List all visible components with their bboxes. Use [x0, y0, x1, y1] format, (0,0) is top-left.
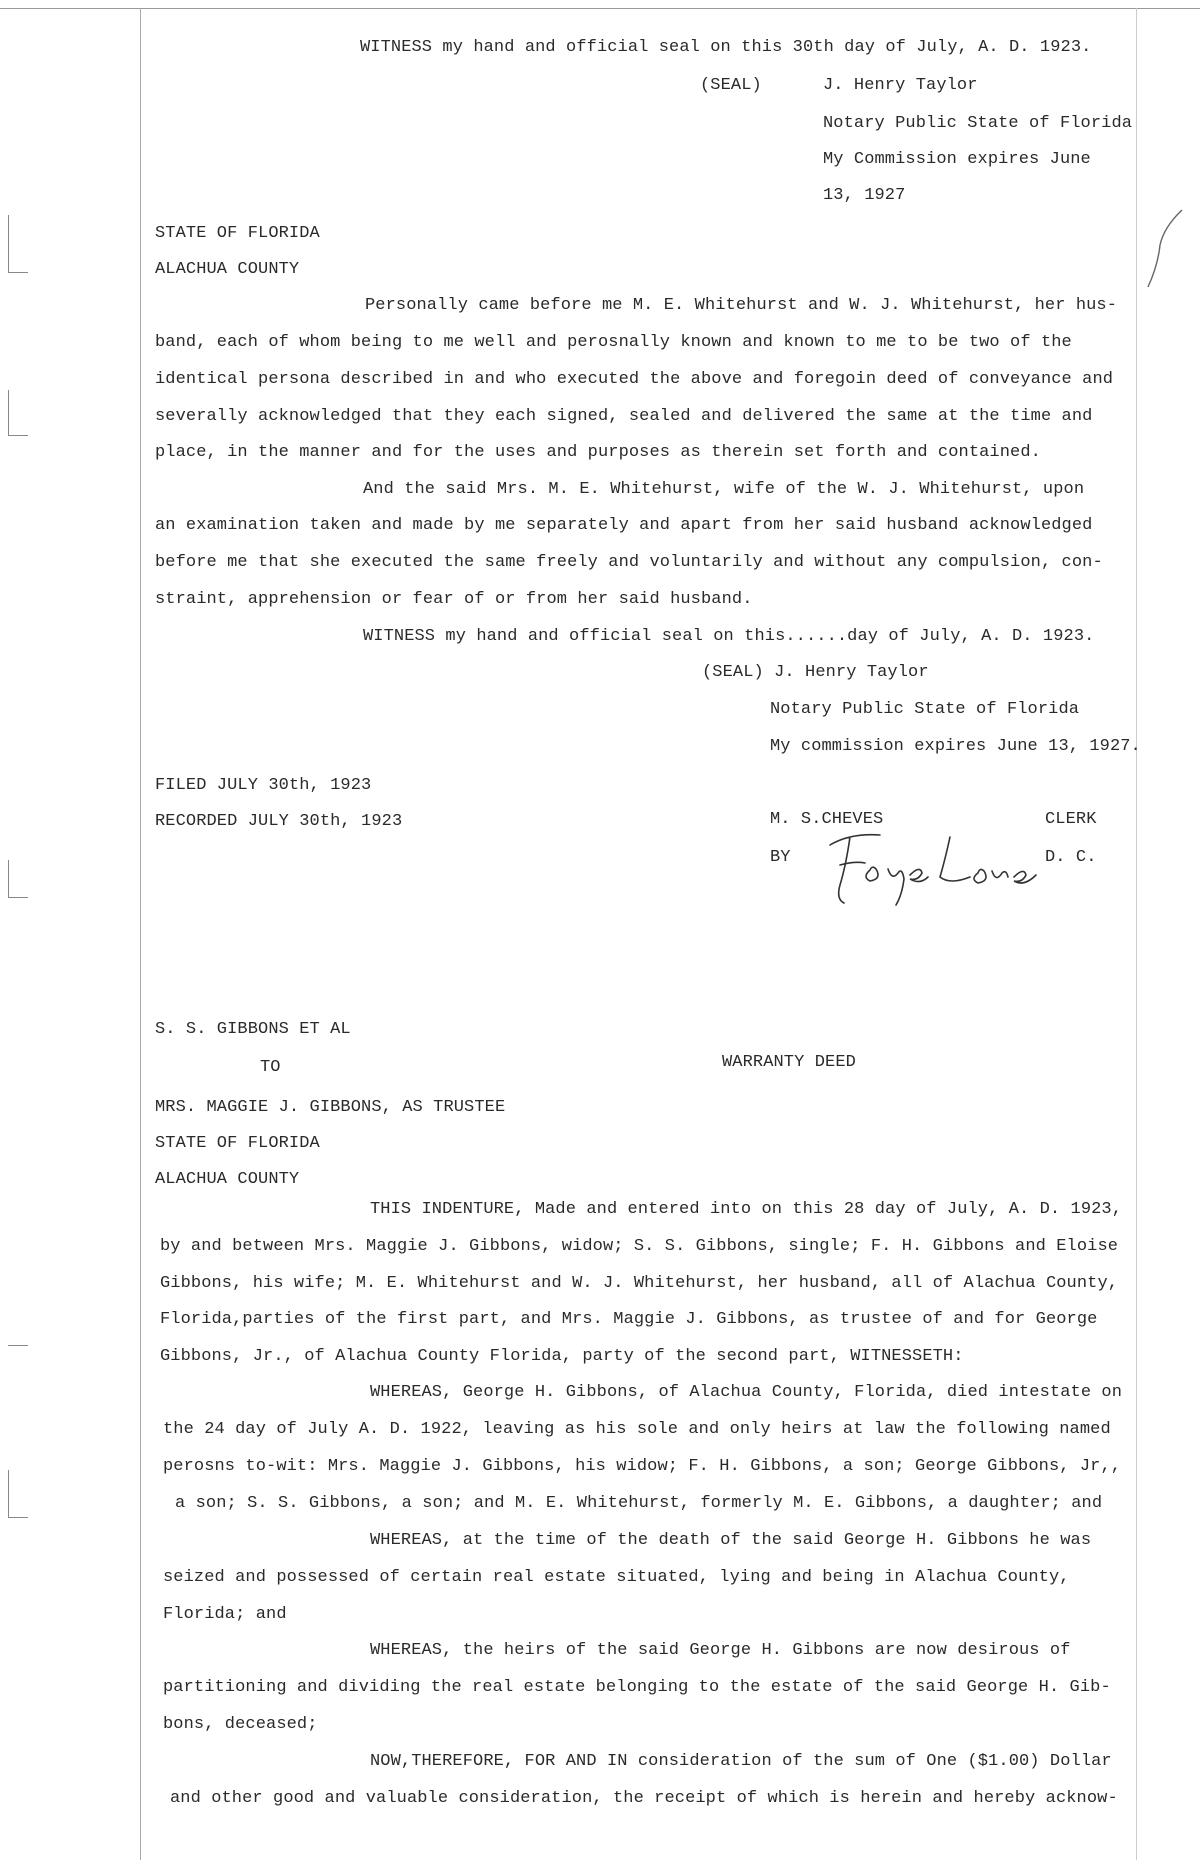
text-line-l16: before me that she executed the same freely and voluntarily and without any compulsion, con-	[155, 553, 1103, 572]
left-margin-rule	[140, 8, 141, 1860]
text-line-l31: MRS. MAGGIE J. GIBBONS, AS TRUSTEE	[155, 1098, 506, 1117]
text-line-l39: WHEREAS, George H. Gibbons, of Alachua County, Florida, died intestate on	[370, 1383, 1123, 1402]
text-line-l35: by and between Mrs. Maggie J. Gibbons, widow; S. S. Gibbons, single; F. H. Gibbons and Eloise	[160, 1237, 1119, 1256]
text-line-l26: BY	[770, 848, 791, 867]
text-line-l42: a son; S. S. Gibbons, a son; and M. E. Whitehurst, formerly M. E. Gibbons, a daughter; and	[175, 1494, 1103, 1513]
text-line-l45: Florida; and	[163, 1605, 287, 1624]
text-line-l43: WHEREAS, at the time of the death of the said George H. Gibbons he was	[370, 1531, 1092, 1550]
text-line-l47: partitioning and dividing the real estate belonging to the estate of the said George H. Gib-	[163, 1678, 1111, 1697]
margin-bracket-mark	[1130, 205, 1190, 295]
text-line-l29: TO	[260, 1058, 281, 1077]
text-line-l50: and other good and valuable consideration, the receipt of which is herein and hereby acknow-	[170, 1789, 1118, 1808]
text-line-l05: My Commission expires June	[823, 150, 1091, 169]
text-line-l12: severally acknowledged that they each signed, sealed and delivered the same at the time and	[155, 407, 1093, 426]
text-line-l22: FILED JULY 30th, 1923	[155, 776, 372, 795]
text-line-l17: straint, apprehension or fear of or from her said husband.	[155, 590, 753, 609]
text-line-l19: (SEAL) J. Henry Taylor	[702, 663, 929, 682]
text-line-l34: THIS INDENTURE, Made and entered into on this 28 day of July, A. D. 1923,	[370, 1200, 1123, 1219]
margin-tick	[8, 897, 28, 898]
text-line-l44: seized and possessed of certain real estate situated, lying and being in Alachua County,	[163, 1568, 1070, 1587]
text-line-l13: place, in the manner and for the uses and purposes as therein set forth and contained.	[155, 443, 1041, 462]
text-line-l24: M. S.CHEVES	[770, 810, 884, 829]
margin-tick	[8, 435, 28, 436]
text-line-l15: an examination taken and made by me separately and apart from her said husband acknowledged	[155, 516, 1093, 535]
margin-tick	[8, 860, 9, 897]
text-line-l33: ALACHUA COUNTY	[155, 1170, 300, 1189]
text-line-l18: WITNESS my hand and official seal on this......day of July, A. D. 1923.	[363, 627, 1095, 646]
text-line-l46: WHEREAS, the heirs of the said George H. Gibbons are now desirous of	[370, 1641, 1071, 1660]
text-line-l30: WARRANTY DEED	[722, 1053, 856, 1072]
text-line-l36: Gibbons, his wife; M. E. Whitehurst and W. J. Whitehurst, her husband, all of Alachua County,	[160, 1274, 1119, 1293]
text-line-l41: perosns to-wit: Mrs. Maggie J. Gibbons, his widow; F. H. Gibbons, a son; George Gibbons, Jr,,	[163, 1457, 1122, 1476]
text-line-l08: ALACHUA COUNTY	[155, 260, 300, 279]
top-rule	[0, 8, 1200, 9]
text-line-l14: And the said Mrs. M. E. Whitehurst, wife of the W. J. Whitehurst, upon	[363, 480, 1085, 499]
text-line-l40: the 24 day of July A. D. 1922, leaving as his sole and only heirs at law the following named	[163, 1420, 1111, 1439]
margin-tick	[8, 1345, 28, 1346]
text-line-l04: Notary Public State of Florida	[823, 114, 1133, 133]
text-line-l10: band, each of whom being to me well and perosnally known and known to me to be two of the	[155, 333, 1072, 352]
text-line-l28: S. S. GIBBONS ET AL	[155, 1020, 351, 1039]
text-line-l01: WITNESS my hand and official seal on this 30th day of July, A. D. 1923.	[360, 38, 1092, 57]
text-line-l20: Notary Public State of Florida	[770, 700, 1080, 719]
text-line-l49: NOW,THEREFORE, FOR AND IN consideration of the sum of One ($1.00) Dollar	[370, 1752, 1112, 1771]
text-line-l23: RECORDED JULY 30th, 1923	[155, 812, 403, 831]
text-line-l32: STATE OF FLORIDA	[155, 1134, 320, 1153]
text-line-l09: Personally came before me M. E. Whitehurst and W. J. Whitehurst, her hus-	[365, 296, 1118, 315]
text-line-l25: CLERK	[1045, 810, 1097, 829]
margin-tick	[8, 1470, 9, 1517]
margin-tick	[8, 1517, 28, 1518]
margin-tick	[8, 215, 9, 272]
text-line-l21: My commission expires June 13, 1927.	[770, 737, 1141, 756]
text-line-l03: J. Henry Taylor	[823, 76, 978, 95]
text-line-l37: Florida,parties of the first part, and Mrs. Maggie J. Gibbons, as trustee of and for George	[160, 1310, 1098, 1329]
text-line-l48: bons, deceased;	[163, 1715, 318, 1734]
handwritten-signature	[810, 815, 1040, 910]
margin-tick	[8, 272, 28, 273]
text-line-l11: identical persona described in and who executed the above and foregoin deed of conveyance and	[155, 370, 1114, 389]
margin-tick	[8, 390, 9, 435]
text-line-l27: D. C.	[1045, 848, 1097, 867]
text-line-l02: (SEAL)	[700, 76, 762, 95]
text-line-l06: 13, 1927	[823, 186, 906, 205]
text-line-l07: STATE OF FLORIDA	[155, 224, 320, 243]
text-line-l38: Gibbons, Jr., of Alachua County Florida, party of the second part, WITNESSETH:	[160, 1347, 964, 1366]
